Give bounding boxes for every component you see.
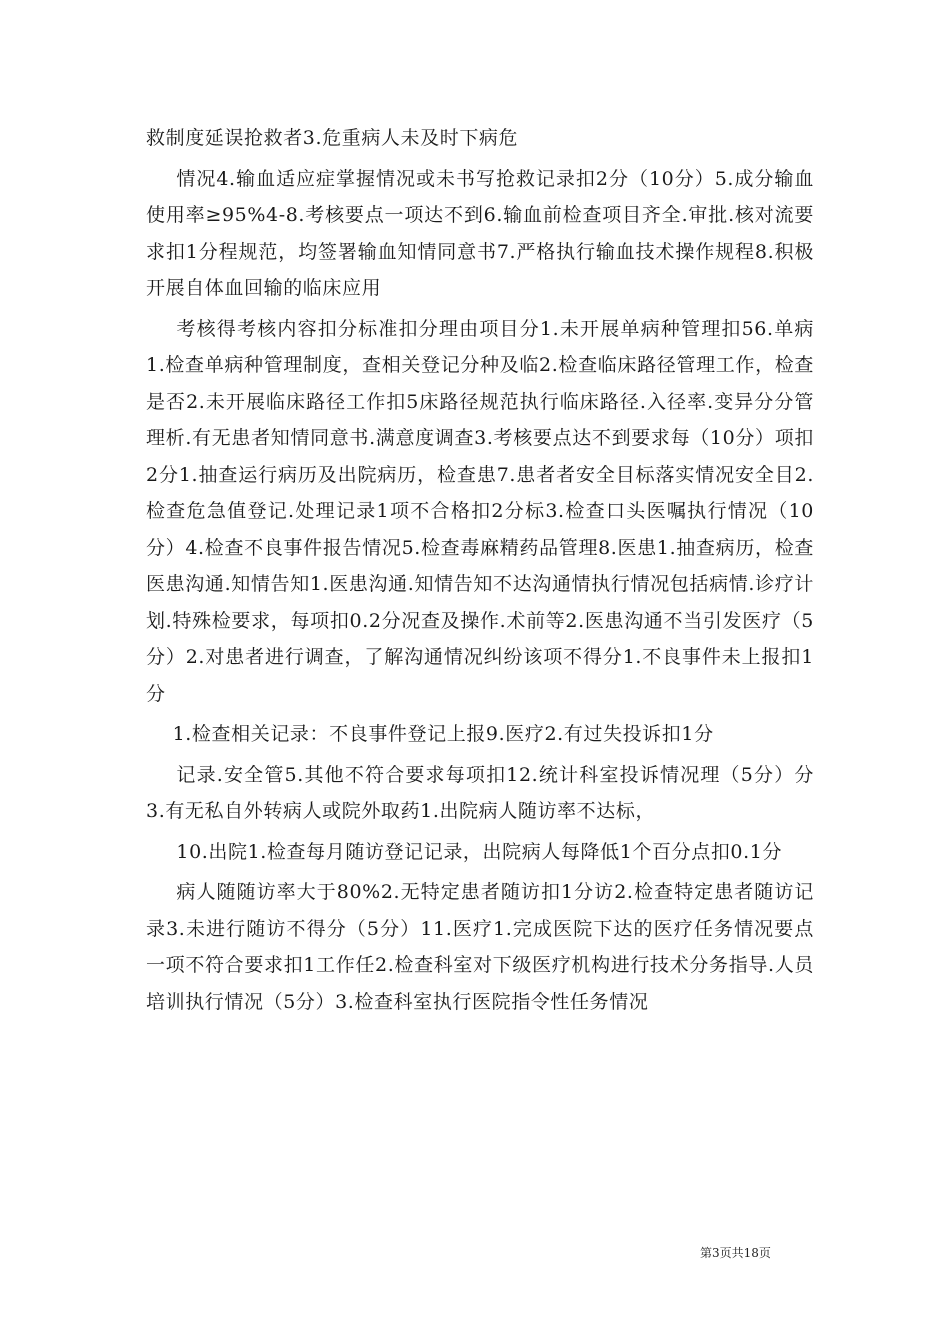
paragraph-1: 救制度延误抢救者3.危重病人未及时下病危 (146, 127, 519, 149)
page-number: 第3页共18页 (700, 1246, 771, 1260)
document-body (146, 120, 814, 1024)
paragraph-6: 10.出院1.检查每月随访登记记录，出院病人每降低1个百分点扣0.1分 (176, 840, 783, 863)
paragraph-3: 考核得考核内容扣分标准扣分理由项目分1.未开展单病种管理扣56.单病1.检查单病种管理制度，查相关登记分种及临2.检查临床路径管理工作，检查是否2.未开展临床路径工作扣5床路径规范执行临床路径.入径率.变异分分管理析.有无患者知情同意书.满意度调查3.考核要点达不到要求每（10分）项扣2分1.抽查运行病历及出院病历，检查患7.患者者安全目标落实情况安全目2.检查危急值登记.处理记录1项不合格扣2分标3.检查口头医嘱执行情况（10分）4.检查不良事件报告情况5.检查毒麻精药品管理8.医患1.抽查病历，检查医患沟通.知情告知1.医患沟通.知情告知不达沟通情执行情况包括病情.诊疗计划.特殊检要求，每项扣0.2分况查及操作.术前等2.医患沟通不当引发医疗（5分）2.对患者进行调查，了解沟通情况纠纷该项不得分1.不良事件未上报扣1分 (146, 317, 814, 705)
paragraph-5: 记录.安全管5.其他不符合要求每项扣12.统计科室投诉情况理（5分）分3.有无私自外转病人或院外取药1.出院病人随访率不达标， (146, 763, 814, 822)
paragraph-2: 情况4.输血适应症掌握情况或未书写抢救记录扣2分（10分）5.成分输血使用率≥95%4-8.考核要点一项达不到6.输血前检查项目齐全.审批.核对流要求扣1分程规范，均签署输血知情同意书7.严格执行输血技术操作规程8.积极开展自体血回输的临床应用 (146, 167, 814, 299)
paragraph-4: 1.检查相关记录：不良事件登记上报9.医疗2.有过失投诉扣1分 (172, 723, 714, 745)
paragraph-7: 病人随随访率大于80%2.无特定患者随访扣1分访2.检查特定患者随访记录3.未进行随访不得分（5分）11.医疗1.完成医院下达的医疗任务情况要点一项不符合要求扣1工作任2.检查科室对下级医疗机构进行技术分务指导.人员培训执行情况（5分）3.检查科室执行医院指令性任务情况 (146, 881, 814, 1013)
